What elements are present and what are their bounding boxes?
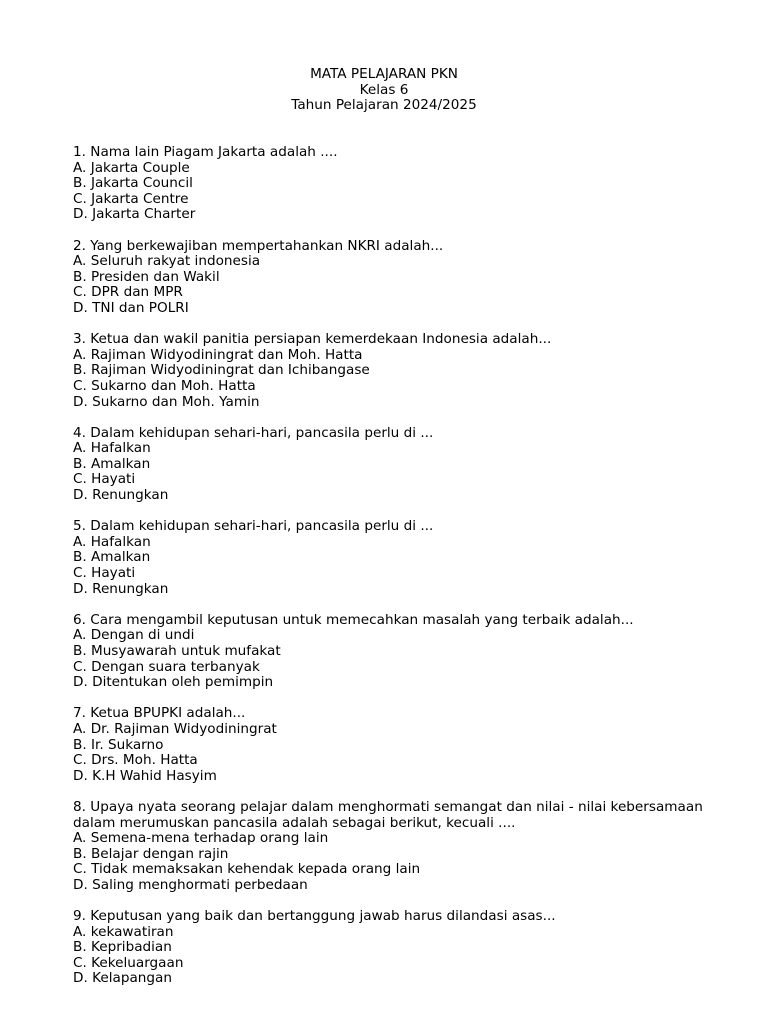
grade-label: Kelas 6	[359, 81, 409, 98]
question-text: 7. Ketua BPUPKI adalah...	[73, 705, 246, 722]
option-a: A. Dr. Rajiman Widyodiningrat	[73, 720, 277, 737]
question-text: 2. Yang berkewajiban mempertahankan NKRI adalah...	[73, 237, 444, 254]
option-d: D. Ditentukan oleh pemimpin	[73, 674, 274, 691]
question-text: 3. Ketua dan wakil panitia persiapan kemerdekaan Indonesia adalah...	[73, 331, 552, 348]
option-a: A. Jakarta Couple	[73, 159, 190, 176]
option-c: C. Dengan suara terbanyak	[73, 658, 260, 675]
option-b: B. Amalkan	[73, 549, 151, 566]
question-text: 8. Upaya nyata seorang pelajar dalam menghormati semangat dan nilai - nilai kebersamaan dalam merumuskan pancasila adalah sebagai berikut, kecuali ....	[73, 798, 708, 831]
question-text: 5. Dalam kehidupan sehari-hari, pancasila perlu di ...	[73, 518, 434, 535]
option-c: C. Jakarta Centre	[73, 190, 189, 207]
subject-title: MATA PELAJARAN PKN	[310, 66, 458, 82]
option-a: A. Dengan di undi	[73, 627, 195, 644]
question-text: 9. Keputusan yang baik dan bertanggung jawab harus dilandasi asas...	[73, 908, 556, 925]
option-c: C. Sukarno dan Moh. Hatta	[73, 377, 256, 394]
option-c: C. Tidak memaksakan kehendak kepada orang lain	[73, 861, 421, 878]
question-1	[73, 145, 713, 223]
option-a: A. Hafalkan	[73, 533, 151, 550]
question-text: 1. Nama lain Piagam Jakarta adalah ....	[73, 144, 338, 160]
school-year-label: Tahun Pelajaran 2024/2025	[291, 97, 477, 114]
option-c: C. Drs. Moh. Hatta	[73, 752, 198, 769]
document-header	[0, 67, 768, 114]
option-d: D. Jakarta Charter	[73, 206, 196, 223]
option-d: D. TNI dan POLRI	[73, 299, 189, 316]
option-d: D. Renungkan	[73, 580, 169, 597]
option-c: C. Hayati	[73, 565, 136, 582]
option-a: A. Rajiman Widyodiningrat dan Moh. Hatta	[73, 346, 363, 363]
option-a: A. Semena-mena terhadap orang lain	[73, 830, 329, 847]
question-6	[73, 613, 713, 691]
question-3	[73, 332, 713, 410]
option-b: B. Musyawarah untuk mufakat	[73, 643, 281, 659]
option-b: B. Ir. Sukarno	[73, 736, 164, 753]
question-9	[73, 909, 713, 987]
option-d: D. Sukarno dan Moh. Yamin	[73, 393, 260, 410]
option-b: B. Jakarta Council	[73, 175, 193, 192]
option-b: B. Rajiman Widyodiningrat dan Ichibangase	[73, 362, 370, 379]
option-d: D. K.H Wahid Hasyim	[73, 767, 217, 784]
option-d: D. Kelapangan	[73, 970, 172, 987]
question-7	[73, 706, 713, 784]
question-5	[73, 519, 713, 597]
option-c: C. Kekeluargaan	[73, 954, 184, 971]
option-b: B. Belajar dengan rajin	[73, 845, 229, 862]
question-4	[73, 426, 713, 504]
question-text: 6. Cara mengambil keputusan untuk memecahkan masalah yang terbaik adalah...	[73, 611, 634, 628]
option-b: B. Amalkan	[73, 455, 151, 472]
question-2	[73, 239, 713, 317]
question-8	[73, 800, 713, 894]
option-d: D. Renungkan	[73, 487, 169, 504]
option-b: B. Presiden dan Wakil	[73, 268, 220, 285]
option-a: A. kekawatiran	[73, 923, 174, 940]
option-c: C. Hayati	[73, 471, 136, 488]
question-list	[73, 145, 713, 1003]
question-text: 4. Dalam kehidupan sehari-hari, pancasila perlu di ...	[73, 424, 434, 441]
option-b: B. Kepribadian	[73, 939, 172, 956]
option-a: A. Hafalkan	[73, 440, 151, 457]
option-a: A. Seluruh rakyat indonesia	[73, 253, 261, 270]
option-c: C. DPR dan MPR	[73, 284, 183, 301]
option-d: D. Saling menghormati perbedaan	[73, 876, 308, 893]
